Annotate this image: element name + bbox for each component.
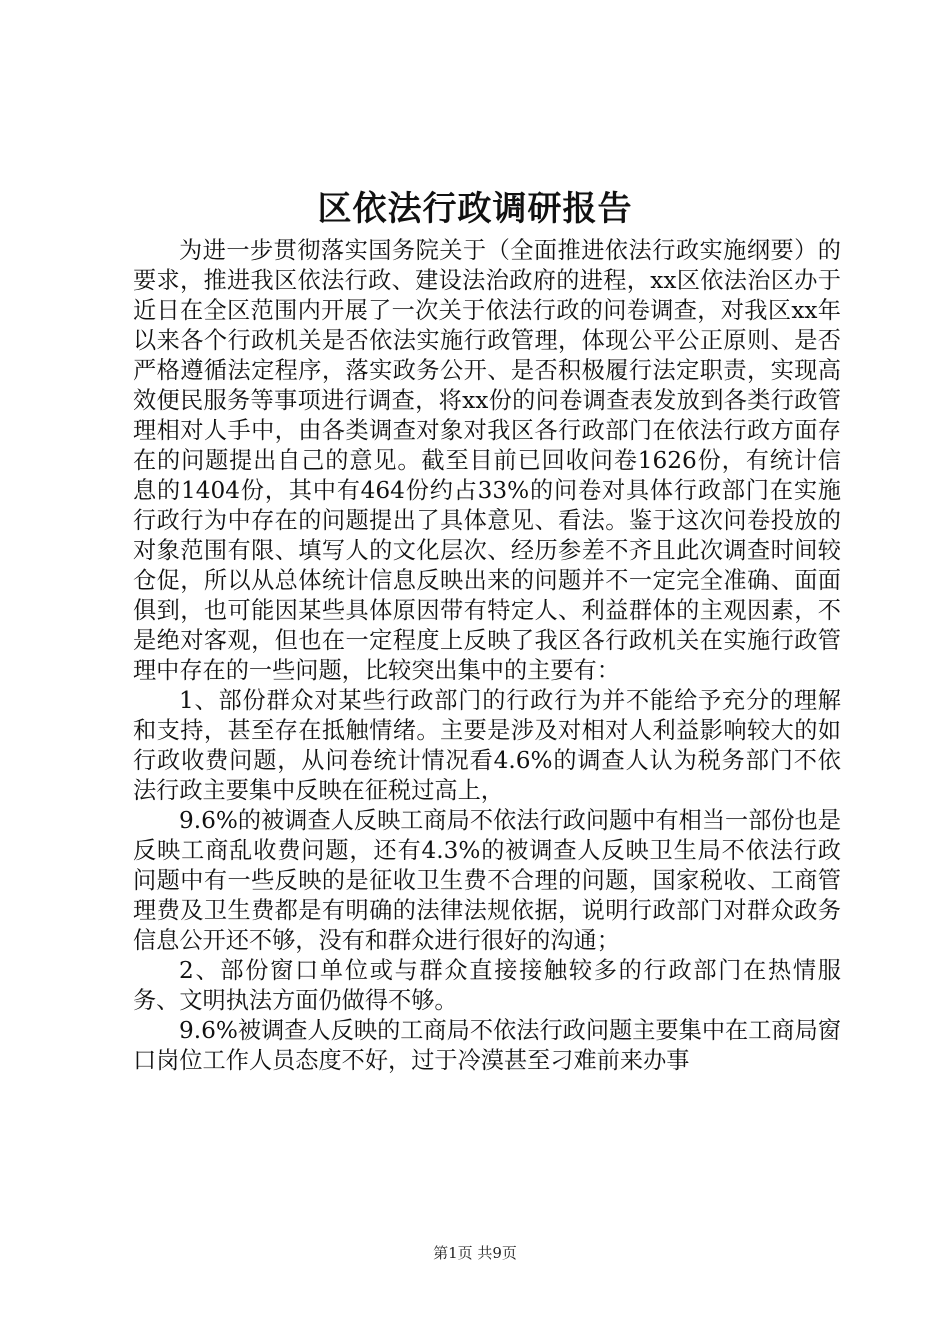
paragraph-item-2: 2、部份窗口单位或与群众直接接触较多的行政部门在热情服务、文明执法方面仍做得不够。 (133, 957, 841, 1014)
document-body (133, 236, 841, 1076)
paragraph-item-1: 1、部份群众对某些行政部门的行政行为并不能给予充分的理解和支持，甚至存在抵触情绪。主要是涉及对相对人利益影响较大的如行政收费问题，从问卷统计情况看4.6%的调查人认为税务部门不依法行政主要集中反映在征税过高上， (133, 687, 841, 804)
paragraph-item-2-detail: 9.6%被调查人反映的工商局不依法行政问题主要集中在工商局窗口岗位工作人员态度不好，过于冷漠甚至刁难前来办事 (133, 1017, 841, 1074)
paragraph-intro: 为进一步贯彻落实国务院关于（全面推进依法行政实施纲要）的要求，推进我区依法行政、建设法治政府的进程，xx区依法治区办于近日在全区范围内开展了一次关于依法行政的问卷调查，对我区xx年以来各个行政机关是否依法实施行政管理，体现公平公正原则、是否严格遵循法定程序，落实政务公开、是否积极履行法定职责，实现高效便民服务等事项进行调查，将xx份的问卷调查表发放到各类行政管理相对人手中，由各类调查对象对我区各行政部门在依法行政方面存在的问题提出自己的意见。截至目前已回收问卷1626份，有统计信息的1404份，其中有464份约占33%的问卷对具体行政部门在实施行政行为中存在的问题提出了具体意见、看法。鉴于这次问卷投放的对象范围有限、填写人的文化层次、经历参差不齐且此次调查时间较仓促，所以从总体统计信息反映出来的问题并不一定完全准确、面面俱到，也可能因某些具体原因带有特定人、利益群体的主观因素，不是绝对客观，但也在一定程度上反映了我区各行政机关在实施行政管理中存在的一些问题，比较突出集中的主要有： (133, 237, 841, 684)
page-number-footer: 第1页 共9页 (433, 1244, 517, 1262)
document-title: 区依法行政调研报告 (317, 189, 633, 229)
paragraph-item-1-detail: 9.6%的被调查人反映工商局不依法行政问题中有相当一部份也是反映工商乱收费问题，还有4.3%的被调查人反映卫生局不依法行政问题中有一些反映的是征收卫生费不合理的问题，国家税收、工商管理费及卫生费都是有明确的法律法规依据，说明行政部门对群众政务信息公开还不够，没有和群众进行很好的沟通； (133, 807, 841, 954)
